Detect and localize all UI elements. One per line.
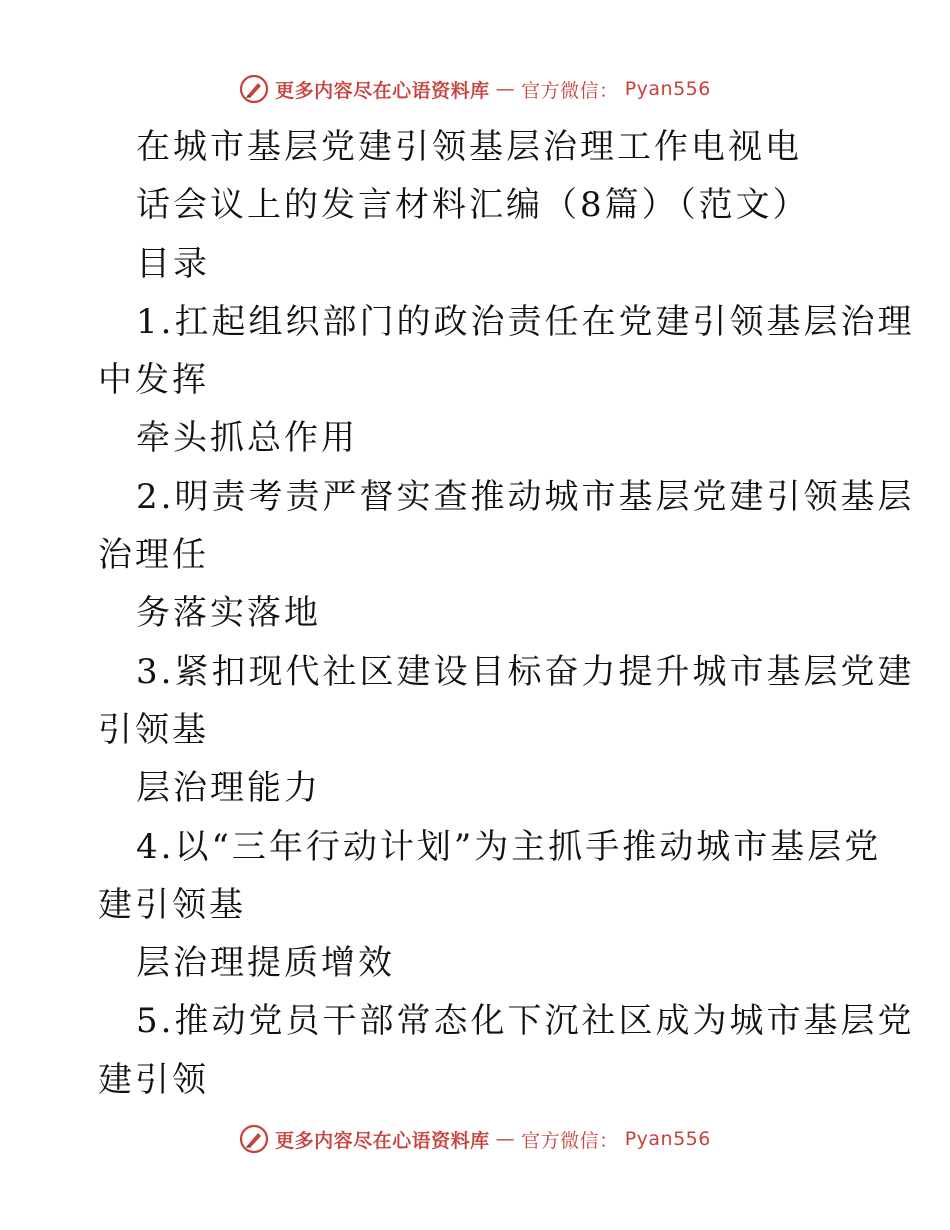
document-line: 话会议上的发言材料汇编（8篇）（范文） xyxy=(136,185,810,226)
banner-main-text: 更多内容尽在心语资料库 xyxy=(275,1129,490,1152)
banner-tail-text: 官方微信： xyxy=(521,79,619,102)
header-watermark-banner xyxy=(0,74,950,104)
banner-id-text: Pyan556 xyxy=(624,78,711,100)
document-line: 牵头抓总作用 xyxy=(136,418,358,459)
pen-logo-icon xyxy=(239,1124,269,1154)
pen-logo-icon xyxy=(239,74,269,104)
document-line: 5.推动党员干部常态化下沉社区成为城市基层党 xyxy=(136,1001,915,1042)
document-line: 层治理能力 xyxy=(136,768,321,809)
banner-separator: — xyxy=(495,78,516,100)
document-line: 治理任 xyxy=(98,535,209,576)
document-line: 建引领 xyxy=(98,1059,209,1100)
document-line: 1.扛起组织部门的政治责任在党建引领基层治理 xyxy=(136,301,915,342)
document-line: 目录 xyxy=(136,243,210,284)
document-line: 务落实落地 xyxy=(136,593,321,634)
document-line: 2.明责考责严督实查推动城市基层党建引领基层 xyxy=(136,476,915,517)
banner-main-text: 更多内容尽在心语资料库 xyxy=(275,79,490,102)
banner-tail-text: 官方微信： xyxy=(521,1129,619,1152)
document-line: 层治理提质增效 xyxy=(136,943,395,984)
document-line: 引领基 xyxy=(98,709,209,750)
document-line: 3.紧扣现代社区建设目标奋力提升城市基层党建 xyxy=(136,651,915,692)
document-line: 在城市基层党建引领基层治理工作电视电 xyxy=(136,127,802,167)
document-line: 中发挥 xyxy=(98,360,209,401)
footer-watermark-banner xyxy=(0,1124,950,1154)
banner-id-text: Pyan556 xyxy=(624,1128,711,1150)
document-line: 4.以“三年行动计划”为主抓手推动城市基层党 xyxy=(136,826,882,867)
banner-separator: — xyxy=(495,1128,516,1150)
document-body xyxy=(98,118,915,1109)
document-line: 建引领基 xyxy=(98,884,246,925)
